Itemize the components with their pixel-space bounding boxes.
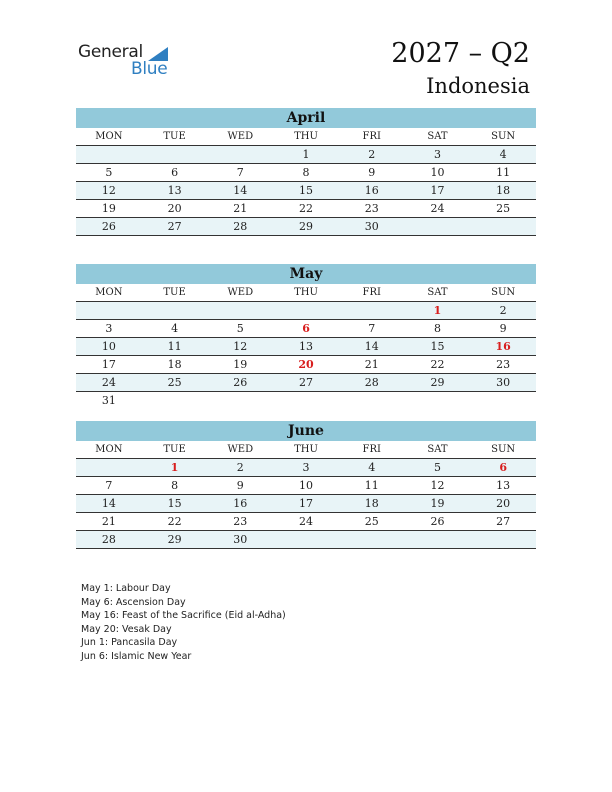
week-row	[76, 146, 536, 164]
empty-day-cell	[339, 392, 405, 409]
day-cell: 3	[105, 322, 113, 335]
day-cell: 9	[236, 479, 244, 492]
day-cell: 12	[430, 479, 445, 492]
holiday-item: May 1: Labour Day	[81, 583, 171, 594]
weekday-header-row	[76, 284, 536, 302]
day-cell: 21	[233, 202, 248, 215]
day-cell: 18	[496, 184, 511, 197]
day-cell: 25	[364, 515, 379, 528]
day-cell: 6	[171, 166, 179, 179]
weekday-label: WED	[227, 287, 254, 298]
day-cell: 16	[233, 497, 248, 510]
day-cell: 28	[364, 376, 379, 389]
day-cell: 18	[364, 497, 379, 510]
weekday-label: TUE	[163, 444, 186, 455]
day-cell: 7	[368, 322, 376, 335]
month-header: June	[76, 421, 536, 441]
day-cell: 29	[430, 376, 445, 389]
day-cell: 10	[430, 166, 445, 179]
week-row	[76, 374, 536, 392]
day-cell: 15	[167, 497, 182, 510]
empty-day-cell	[339, 531, 405, 548]
empty-day-cell	[273, 392, 339, 409]
month-may	[76, 264, 536, 409]
day-cell: 24	[299, 515, 314, 528]
day-cell: 26	[101, 220, 116, 233]
day-cell: 1	[433, 304, 442, 317]
day-cell: 27	[299, 376, 314, 389]
weekday-header-row	[76, 128, 536, 146]
empty-day-cell	[405, 531, 471, 548]
week-row	[76, 356, 536, 374]
weekday-label: SAT	[427, 444, 448, 455]
weekday-label: THU	[294, 131, 318, 142]
day-cell: 22	[167, 515, 182, 528]
logo-text-general: General	[78, 42, 143, 62]
day-cell: 1	[302, 148, 310, 161]
day-cell: 23	[496, 358, 511, 371]
weekday-label: SAT	[427, 287, 448, 298]
weekday-header-row	[76, 441, 536, 459]
day-cell: 21	[101, 515, 116, 528]
day-cell: 1	[170, 461, 179, 474]
empty-day-cell	[207, 146, 273, 163]
day-cell: 16	[495, 340, 511, 353]
holiday-item: Jun 6: Islamic New Year	[81, 650, 192, 662]
day-cell: 14	[364, 340, 379, 353]
day-cell: 2	[499, 304, 507, 317]
day-cell: 25	[167, 376, 182, 389]
empty-day-cell	[142, 302, 208, 319]
day-cell: 14	[101, 497, 116, 510]
holiday-item: May 16: Feast of the Sacrifice (Eid al-Adha)	[81, 610, 286, 621]
day-cell: 19	[430, 497, 445, 510]
holiday-item: May 6: Ascension Day	[81, 596, 186, 608]
day-cell: 12	[233, 340, 248, 353]
day-cell: 3	[302, 461, 310, 474]
weekday-label: WED	[227, 131, 254, 142]
country-name: Indonesia	[426, 74, 530, 98]
weekday-label: TUE	[163, 287, 186, 298]
weekday-label: SAT	[427, 131, 448, 142]
empty-day-cell	[470, 392, 536, 409]
day-cell: 29	[299, 220, 314, 233]
week-row	[76, 338, 536, 356]
empty-day-cell	[405, 392, 471, 409]
weekday-label: SUN	[491, 287, 516, 298]
weekday-label: TUE	[163, 131, 186, 142]
day-cell: 15	[430, 340, 445, 353]
empty-day-cell	[76, 146, 142, 163]
day-cell: 24	[430, 202, 445, 215]
day-cell: 7	[105, 479, 113, 492]
day-cell: 26	[430, 515, 445, 528]
day-cell: 23	[364, 202, 379, 215]
empty-day-cell	[470, 531, 536, 548]
day-cell: 3	[433, 148, 441, 161]
week-row	[76, 459, 536, 477]
month-header: April	[76, 108, 536, 128]
empty-day-cell	[207, 302, 273, 319]
week-row	[76, 392, 536, 409]
day-cell: 2	[368, 148, 376, 161]
day-cell: 23	[233, 515, 248, 528]
weekday-label: MON	[95, 131, 123, 142]
day-cell: 15	[299, 184, 314, 197]
weekday-label: SUN	[491, 131, 516, 142]
empty-day-cell	[470, 218, 536, 235]
day-cell: 19	[101, 202, 116, 215]
day-cell: 10	[101, 340, 116, 353]
day-cell: 6	[302, 322, 310, 335]
weekday-label: WED	[227, 444, 254, 455]
week-row	[76, 182, 536, 200]
day-cell: 30	[496, 376, 511, 389]
day-cell: 17	[299, 497, 314, 510]
day-cell: 11	[167, 340, 182, 353]
day-cell: 13	[167, 184, 182, 197]
day-cell: 10	[299, 479, 314, 492]
week-row	[76, 495, 536, 513]
week-row	[76, 320, 536, 338]
day-cell: 21	[364, 358, 379, 371]
day-cell: 31	[101, 394, 116, 407]
day-cell: 20	[167, 202, 182, 215]
day-cell: 5	[433, 461, 441, 474]
holiday-list	[81, 582, 286, 663]
day-cell: 11	[364, 479, 379, 492]
weekday-label: FRI	[362, 131, 381, 142]
day-cell: 12	[101, 184, 116, 197]
day-cell: 8	[433, 322, 441, 335]
day-cell: 14	[233, 184, 248, 197]
weekday-label: THU	[294, 444, 318, 455]
week-row	[76, 164, 536, 182]
weekday-label: SUN	[491, 444, 516, 455]
day-cell: 5	[105, 166, 113, 179]
day-cell: 22	[299, 202, 314, 215]
day-cell: 13	[496, 479, 511, 492]
weekday-label: THU	[294, 287, 318, 298]
week-row	[76, 200, 536, 218]
day-cell: 4	[499, 148, 507, 161]
month-april	[76, 108, 536, 236]
month-header: May	[76, 264, 536, 284]
empty-day-cell	[207, 392, 273, 409]
day-cell: 28	[101, 533, 116, 546]
day-cell: 17	[101, 358, 116, 371]
day-cell: 30	[233, 533, 248, 546]
empty-day-cell	[142, 392, 208, 409]
weekday-label: FRI	[362, 444, 381, 455]
holiday-item: Jun 1: Pancasila Day	[81, 637, 178, 648]
week-row	[76, 531, 536, 549]
empty-day-cell	[273, 302, 339, 319]
brand-logo	[78, 42, 178, 82]
day-cell: 22	[430, 358, 445, 371]
day-cell: 27	[496, 515, 511, 528]
day-cell: 8	[302, 166, 310, 179]
day-cell: 20	[496, 497, 511, 510]
day-cell: 24	[101, 376, 116, 389]
day-cell: 25	[496, 202, 511, 215]
weekday-label: FRI	[362, 287, 381, 298]
day-cell: 9	[499, 322, 507, 335]
day-cell: 17	[430, 184, 445, 197]
day-cell: 20	[298, 358, 314, 371]
empty-day-cell	[339, 302, 405, 319]
weekday-label: MON	[95, 444, 123, 455]
month-june	[76, 421, 536, 549]
empty-day-cell	[142, 146, 208, 163]
day-cell: 29	[167, 533, 182, 546]
page-title: 2027 – Q2	[391, 38, 530, 69]
week-row	[76, 513, 536, 531]
day-cell: 7	[236, 166, 244, 179]
holiday-item: May 20: Vesak Day	[81, 623, 172, 635]
day-cell: 11	[496, 166, 511, 179]
day-cell: 8	[171, 479, 179, 492]
week-row	[76, 218, 536, 236]
day-cell: 13	[299, 340, 314, 353]
empty-day-cell	[405, 218, 471, 235]
empty-day-cell	[273, 531, 339, 548]
day-cell: 16	[364, 184, 379, 197]
day-cell: 30	[364, 220, 379, 233]
logo-text-blue: Blue	[131, 59, 168, 79]
day-cell: 5	[236, 322, 244, 335]
empty-day-cell	[76, 302, 142, 319]
day-cell: 9	[368, 166, 376, 179]
weekday-label: MON	[95, 287, 123, 298]
day-cell: 26	[233, 376, 248, 389]
day-cell: 6	[499, 461, 507, 474]
day-cell: 18	[167, 358, 182, 371]
day-cell: 28	[233, 220, 248, 233]
day-cell: 19	[233, 358, 248, 371]
week-row	[76, 302, 536, 320]
day-cell: 4	[368, 461, 376, 474]
day-cell: 27	[167, 220, 182, 233]
day-cell: 2	[236, 461, 244, 474]
day-cell: 4	[171, 322, 179, 335]
week-row	[76, 477, 536, 495]
empty-day-cell	[76, 459, 142, 476]
